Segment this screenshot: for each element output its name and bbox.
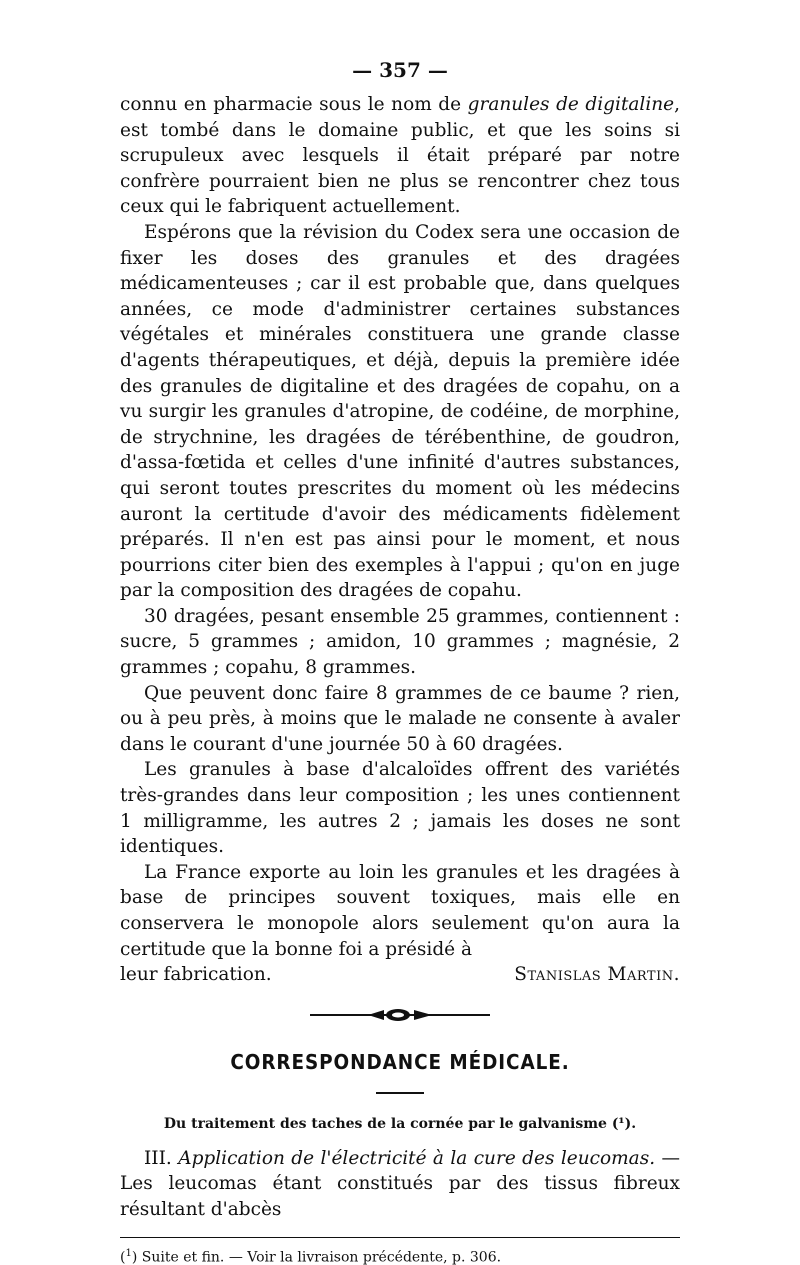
footnote-mark: 1 [125,1247,132,1259]
lead-rest: — Les leucomas étant constitués par des tissus fibreux résultant d'abcès [120,1147,680,1220]
footnote-rule [120,1237,680,1238]
page-number: — 357 — [352,58,448,82]
footnote: ($^1$) Suite et fin. — Voir la livraison précédente, p. 306. [120,1247,502,1265]
paragraph-4: Que peuvent donc faire 8 grammes de ce baume ? rien, ou à peu près, à moins que le malade ne consente à avaler dans le courant d'une journée 50 à 60 dragées. [120,682,680,755]
signature-line [120,962,680,988]
document-page [120,58,680,1265]
paragraph-1-italic: granules de digitaline [467,94,675,115]
lead-italic: Application de l'électricité à la cure des leucomas. [178,1147,656,1169]
paragraph-1-start: connu en pharmacie sous le nom de [120,94,468,115]
paragraph-6: La France exporte au loin les granules et les dragées à base de principes souvent toxiques, mais elle en conservera le monopole alors seulement qu'on aura la certitude que la bonne foi a présidé à [120,861,680,960]
article-title-note: (¹). [611,1115,637,1132]
paragraph-1-end: , est tombé dans le domaine public, et que les soins si scrupuleux avec lesquels il était préparé par notre confrère pourraient bien ne plus se rencontrer chez tous ceux qui le fabriquent actuellement. [120,94,680,218]
article-title-text: Du traitement des taches de la cornée par le galvanisme [163,1115,607,1132]
footnote-text: Suite et fin. — Voir la livraison précédente, p. 306. [137,1249,502,1265]
paragraph-1 [120,92,680,220]
title-rule [376,1092,424,1094]
paragraph-5: Les granules à base d'alcaloïdes offrent des variétés très-grandes dans leur composition ; les unes contiennent 1 milligramme, les autres 2 ; jamais les doses ne sont identiques. [120,759,680,858]
paragraph-3: 30 dragées, pesant ensemble 25 grammes, contiennent : sucre, 5 grammes ; amidon, 10 grammes ; magnésie, 2 grammes ; copahu, 8 grammes. [120,605,680,679]
closing-line: leur fabrication. [120,964,272,986]
article-lead [120,1146,680,1223]
ornament-divider [310,1008,490,1022]
lead-number: III. [144,1147,172,1169]
author-signature: Stanislas Martin. [514,964,680,986]
article-body [120,92,680,988]
article-title [120,1116,680,1132]
paragraph-2: Espérons que la révision du Codex sera une occasion de fixer les doses des granules et des dragées médicamenteuses ; car il est probable que, dans quelques années, ce mode d'administrer certaines substances végétales et minérales constituera une grande classe d'agents thérapeutiques, et déjà, depuis la première idée des granules de digitaline et des dragées de copahu, on a vu surgir les granules d'atropine, de codéine, de morphine, de strychnine, les dragées de térébenthine, de goudron, d'assa-fœtida et celles d'une infinité d'autres substances, qui seront toutes prescrites du moment où les médecins auront la certitude d'avoir des médicaments fidèlement préparés. Il n'en est pas ainsi pour le moment, et nous pourrions citer bien des exemples à l'appui ; qu'on en juge par la composition des dragées de copahu. [120,221,680,602]
section-title: CORRESPONDANCE MÉDICALE. [230,1049,570,1074]
lead-paragraph [120,1146,680,1223]
